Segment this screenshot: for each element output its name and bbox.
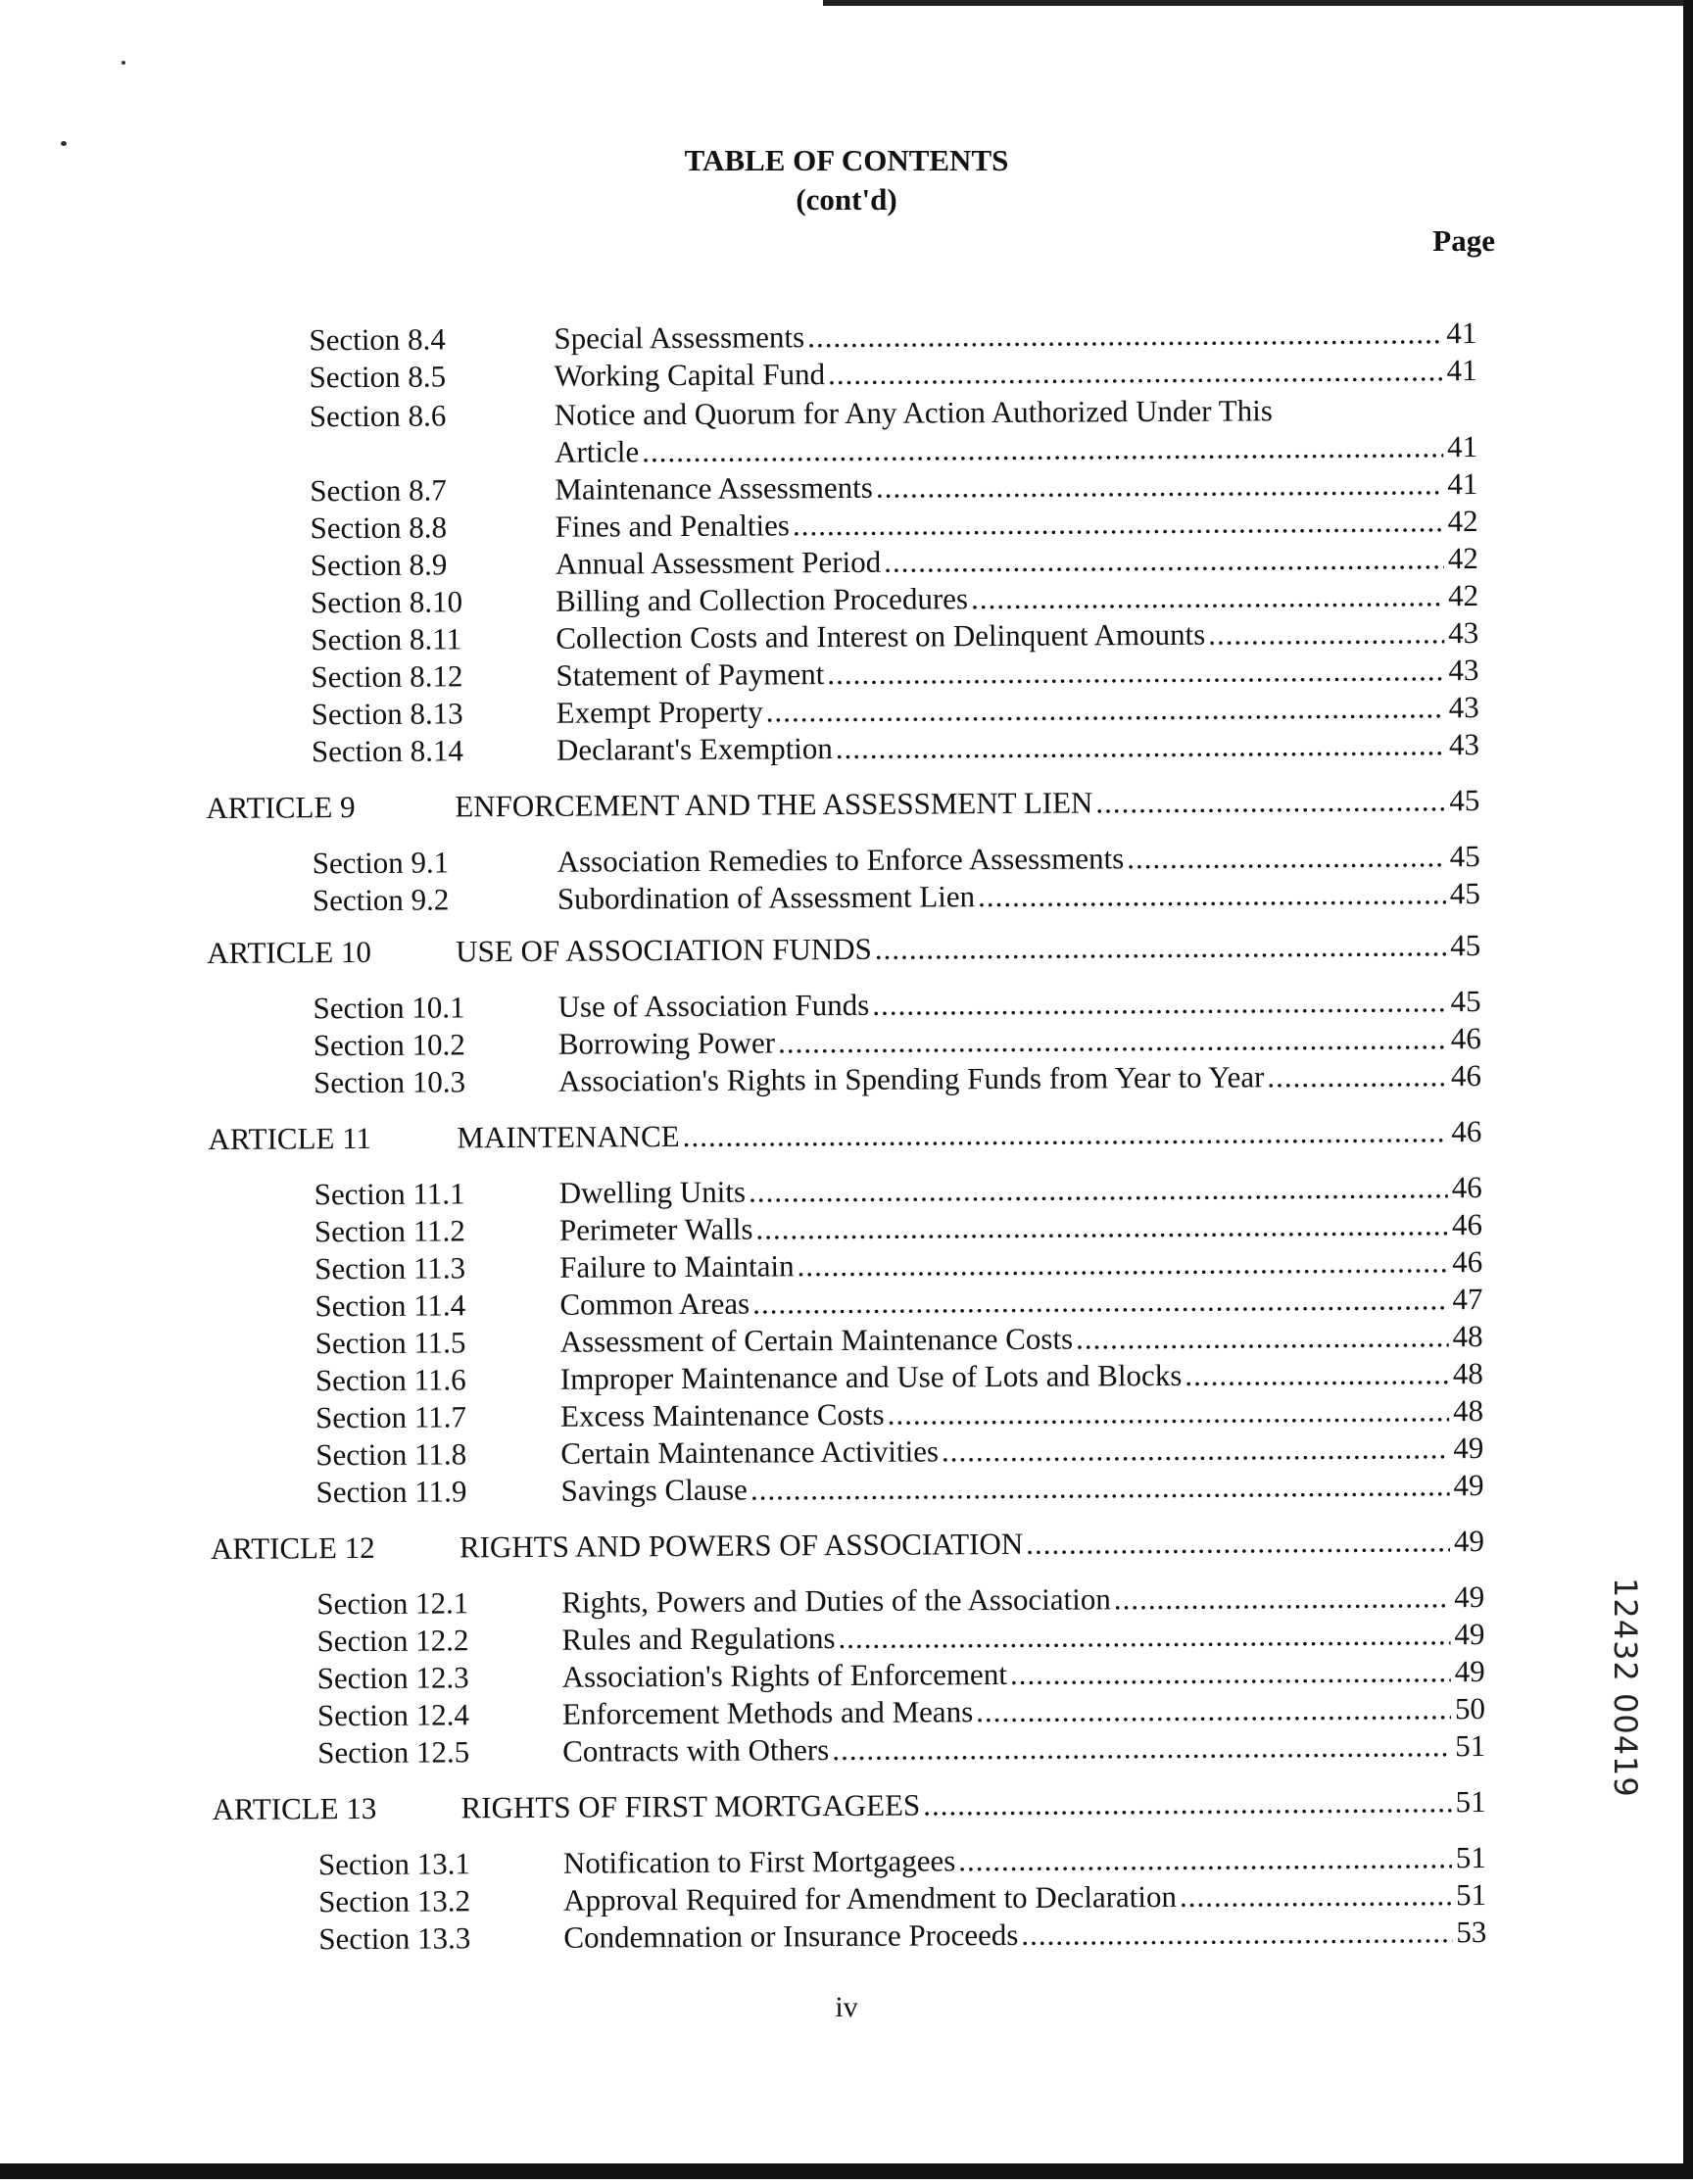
dot-leader [1095,782,1445,821]
toc-article-row [211,1523,1484,1568]
dot-leader [1021,1914,1452,1954]
entry-title: Enforcement Methods and Means [561,1694,974,1731]
dot-leader [838,1616,1450,1657]
page-number: 42 [1447,578,1479,613]
entry-title: Excess Maintenance Costs [559,1396,885,1433]
article-number: ARTICLE 12 [210,1529,375,1566]
dot-leader [1026,1523,1450,1563]
dot-leader [807,315,1442,356]
article-number: ARTICLE 13 [212,1790,377,1826]
page-number: 49 [1453,1431,1484,1466]
entry-title: RIGHTS OF FIRST MORTGAGEES [460,1787,921,1825]
page-number: 47 [1452,1282,1483,1317]
dot-leader [942,1430,1450,1470]
dot-leader [1127,838,1446,877]
section-number: Section 8.7 [310,472,447,509]
page-number: 51 [1455,1728,1486,1764]
section-number: Section 9.2 [312,882,450,918]
entry-title: Use of Association Funds [557,987,870,1024]
page-number: 41 [1446,353,1477,388]
page-number: 48 [1452,1356,1483,1391]
section-number: Section 8.10 [310,584,463,620]
dot-leader [884,540,1444,580]
section-number: Section 8.13 [311,696,463,732]
toc-section-row [310,352,1477,396]
toc-article-row [206,782,1479,827]
section-number: Section 11.8 [315,1436,467,1473]
entry-title: Declarant's Exemption [556,731,833,767]
section-number: Section 12.2 [316,1623,469,1659]
section-number: Section 13.3 [318,1920,471,1957]
page-number: 43 [1448,615,1479,651]
section-number: Section 8.6 [309,398,447,434]
entry-title: Approval Required for Amendment to Declaration [563,1878,1178,1917]
entry-title: Notification to First Mortgagees [562,1843,956,1880]
entry-title: Association's Rights in Spending Funds from Year to Year [557,1059,1265,1098]
page-column-header: Page [1432,223,1495,258]
section-number: Section 11.4 [314,1287,466,1324]
section-number: Section 8.9 [310,547,448,583]
dot-leader [1185,1355,1449,1394]
page-number: 48 [1452,1393,1484,1429]
dot-leader [1114,1578,1451,1618]
section-number: Section 12.1 [316,1585,469,1622]
dot-leader [793,503,1444,544]
page-number: 41 [1447,466,1478,502]
toc-section-row [312,726,1479,770]
toc-section-row [318,1914,1486,1958]
section-number: Section 8.4 [309,321,446,358]
entry-title: Savings Clause [560,1472,748,1508]
toc-article-row [212,1783,1485,1828]
toc-section-row [313,875,1480,919]
dot-leader [888,1392,1450,1433]
entry-title: Exempt Property [556,694,763,730]
dot-leader [836,726,1445,767]
entry-title: Improper Maintenance and Use of Lots and Blocks [559,1357,1183,1396]
article-number: ARTICLE 10 [207,934,372,970]
dot-leader [872,983,1446,1024]
article-number: ARTICLE 9 [206,790,356,825]
entry-title: Subordination of Assessment Lien [556,879,976,916]
page-number: 43 [1448,653,1479,688]
page-number: 49 [1454,1579,1485,1615]
entry-title: Association's Rights of Enforcement [561,1656,1007,1694]
section-number: Section 11.7 [315,1399,467,1435]
page-number: 49 [1453,1468,1484,1503]
page-number: 46 [1450,1021,1481,1056]
dot-leader [1076,1318,1449,1357]
section-number: Section 8.11 [311,621,462,657]
page-number: 42 [1447,541,1478,576]
dot-leader [976,1690,1451,1730]
entry-title: USE OF ASSOCIATION FUNDS [456,931,872,969]
dot-leader [1267,1057,1447,1095]
entry-title: Assessment of Certain Maintenance Costs [559,1321,1074,1359]
entry-title: Dwelling Units [558,1174,747,1210]
entry-title: Rules and Regulations [561,1621,836,1657]
section-number: Section 11.1 [314,1176,465,1212]
page-number-footer: iv [835,1991,858,2023]
page-number: 43 [1448,727,1480,762]
dot-leader [971,577,1444,617]
section-number: Section 11.5 [314,1325,466,1361]
page-number: 46 [1450,1058,1482,1093]
section-number: Section 12.4 [316,1697,470,1733]
entry-title: Working Capital Fund [554,357,826,393]
page-number: 41 [1446,429,1478,464]
page-number: 51 [1455,1877,1487,1913]
entry-title: Condemnation or Insurance Proceeds [563,1917,1019,1955]
entry-title: Fines and Penalties [555,508,791,544]
page-number: 46 [1451,1114,1482,1149]
page-number: 45 [1449,876,1480,911]
entry-title: MAINTENANCE [457,1119,680,1155]
dot-leader [1010,1653,1451,1693]
entry-title: Perimeter Walls [558,1211,753,1247]
page-subtitle: (cont'd) [796,182,897,217]
section-number: Section 13.2 [318,1883,471,1919]
page-number: 51 [1455,1840,1486,1875]
toc-article-row [207,927,1480,972]
page-title: TABLE OF CONTENTS [684,143,1009,177]
entry-title: RIGHTS AND POWERS OF ASSOCIATION [459,1526,1024,1565]
dot-leader [778,1020,1447,1061]
page-number: 49 [1454,1617,1485,1652]
page-number: 46 [1451,1207,1483,1242]
entry-title: Special Assessments [554,319,805,356]
page-number: 49 [1454,1654,1485,1689]
entry-title: Annual Assessment Period [555,544,882,581]
toc-section-row [314,1057,1481,1101]
entry-title: Failure to Maintain [559,1248,795,1285]
dot-leader [958,1839,1452,1879]
section-number: Section 9.1 [312,845,450,881]
dot-leader [827,652,1444,693]
entry-title: Collection Costs and Interest on Delinquent Amounts [556,616,1206,655]
page-number: 53 [1456,1915,1487,1950]
section-number: Section 11.9 [315,1474,467,1510]
entry-title: Billing and Collection Procedures [555,581,969,618]
entry-title: Rights, Powers and Duties of the Association [561,1581,1111,1620]
page-number: 48 [1452,1319,1483,1354]
section-number: Section 13.1 [317,1846,470,1882]
toc-section-row [315,1467,1483,1511]
dot-leader [750,1467,1450,1508]
dot-leader [828,352,1443,393]
dot-leader [749,1169,1448,1210]
side-stamp-number: 12432 00419 [1607,1577,1644,1798]
page-number: 43 [1448,690,1479,725]
page-number: 45 [1450,984,1481,1019]
dot-leader [752,1281,1448,1322]
entry-title: Common Areas [559,1286,750,1322]
section-number: Section 8.5 [309,359,447,395]
dot-leader [755,1206,1448,1247]
section-number: Section 12.5 [317,1734,470,1771]
dot-leader [1208,614,1444,653]
section-number: Section 8.14 [311,733,464,769]
section-number: Section 11.6 [314,1362,466,1398]
article-number: ARTICLE 11 [208,1120,372,1156]
page-number: 50 [1454,1691,1486,1726]
dot-leader [1180,1876,1452,1916]
section-number: Section 8.12 [311,658,463,695]
dot-leader [797,1243,1448,1285]
toc-section-row [317,1727,1485,1771]
page-number: 41 [1446,315,1477,351]
entry-title: Contracts with Others [562,1732,830,1769]
page-number: 45 [1449,839,1480,874]
page-number: 49 [1453,1524,1485,1559]
section-number: Section 11.2 [314,1213,465,1249]
page-number: 51 [1455,1784,1486,1820]
entry-title: Association Remedies to Enforce Assessments [556,841,1125,879]
dot-leader [978,875,1446,915]
section-number: Section 8.8 [310,510,448,546]
entry-title: Borrowing Power [557,1025,776,1061]
entry-title: Certain Maintenance Activities [560,1433,940,1471]
page-number: 46 [1451,1170,1482,1205]
entry-title: Notice and Quorum for Any Action Authorized Under This [554,393,1273,432]
dot-leader [876,465,1444,507]
entry-title: ENFORCEMENT AND THE ASSESSMENT LIEN [455,785,1093,824]
toc-article-row [208,1113,1481,1158]
section-number: Section 11.3 [314,1250,466,1286]
dot-leader [642,428,1443,470]
dot-leader [832,1727,1451,1769]
section-number: Section 12.3 [316,1660,469,1696]
entry-title: Maintenance Assessments [555,469,874,507]
section-number: Section 10.3 [313,1064,466,1100]
page-number: 46 [1452,1244,1483,1280]
page-number: 45 [1449,783,1480,818]
page-number: 42 [1447,504,1478,539]
section-number: Section 10.1 [313,990,465,1026]
dot-leader [683,1113,1448,1155]
dot-leader [923,1783,1452,1823]
page-number: 45 [1450,928,1481,963]
dot-leader [875,927,1447,968]
entry-title: Statement of Payment [556,656,825,693]
entry-title: Article [554,434,640,469]
section-number: Section 10.2 [313,1027,465,1063]
dot-leader [766,689,1445,730]
